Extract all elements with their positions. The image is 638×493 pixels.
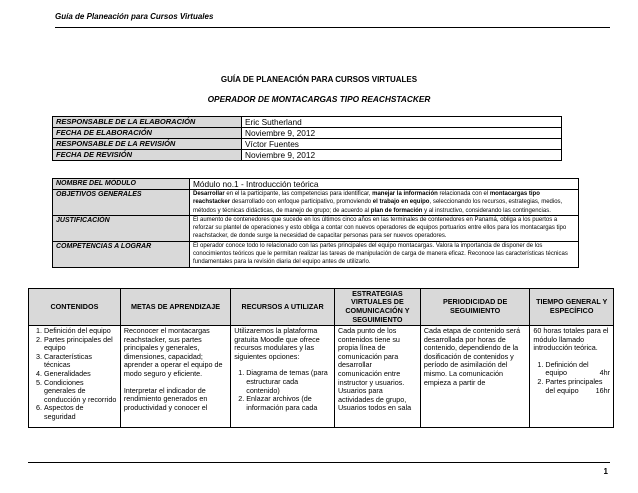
list-item: 2. Partes principales del equipo [44,336,117,353]
competencias-value: El operador conoce todo lo relacionado con las partes principales del equipo montacargas. Valora la importancia de disponer de los conocimientos teóricos que le permitan realizar las tareas de manipulación de carga de manera eficaz. Reconoce las características técnicas fundamentales para la revisión diaria del equipo antes de utilizarlo. [190,241,579,267]
responsables-table [52,116,562,161]
list-item: 1. Diagrama de temas (para estructurar cada contenido) [246,369,331,395]
objetivos-label: OBJETIVOS GENERALES [53,190,190,216]
tiempo-cell [530,326,614,428]
header-estrategias: ESTRATEGIAS VIRTUALES DE COMUNICACIÓN Y SEGUIMIENTO [334,289,420,326]
table-row [53,128,562,139]
list-item: 2. Enlazar archivos (de información para cada [246,395,331,412]
periodicidad-cell: Cada etapa de contenido será desarrollada por horas de contenido, dependiendo de la dosificación de contenidos y período de asimilación del mismo. La comunicación empieza a partir de [420,326,530,428]
list-item: 5. Condiciones generales de conducción y recorrido [44,379,117,405]
table-row [53,117,562,128]
row-label: FECHA DE ELABORACIÓN [53,128,242,139]
metas-cell [120,326,230,428]
nombre-modulo-value: Módulo no.1 - Introducción teórica [190,179,579,190]
main-title: GUÍA DE PLANEACIÓN PARA CURSOS VIRTUALES [220,75,418,84]
row-value: Víctor Fuentes [242,139,562,150]
footer-divider [28,462,610,463]
tiempo-intro: 60 horas totales para el módulo llamado introducción teórica. [533,326,609,353]
header-divider [55,27,610,28]
metas-paragraph: Interpretar el indicador de rendimiento generados en productividad y conocer el [123,385,208,412]
row-label: RESPONSABLE DE LA ELABORACIÓN [53,117,242,128]
table-row [29,326,614,428]
list-item: 1. Definición del equipo [44,327,117,336]
page-number: 1 [603,467,608,476]
list-item: 3. Características técnicas [44,353,117,370]
table-row [53,215,579,241]
competencias-label: COMPETENCIAS A LOGRAR [53,241,190,267]
modulo-table [52,178,579,268]
row-label: FECHA DE REVISIÓN [53,150,242,161]
sub-title: OPERADOR DE MONTACARGAS TIPO REACHSTACKER [207,94,431,104]
header-contenidos: CONTENIDOS [29,289,121,326]
nombre-modulo-label: NOMBRE DEL MÓDULO [53,179,190,190]
table-header-row [29,289,614,326]
table-row [53,150,562,161]
metas-paragraph: Reconocer el montacargas reachstacker, sus partes principales y generales, dimensiones, capacidad; aprender a operar el equipo de modo seguro y eficiente. [123,326,223,378]
recursos-cell [231,326,335,428]
estrategias-cell: Cada punto de los contenidos tiene su propia línea de comunicación para desarrollar comunicación entre instructor y usuarios. Usuarios para actividades de grupo, Usuarios todos en sala [334,326,420,428]
header-metas: METAS DE APRENDIZAJE [120,289,230,326]
row-value: Eric Sutherland [242,117,562,128]
planning-table [28,288,614,428]
table-row [53,241,579,267]
list-item: 2. Partes principales del equipo 16hr [545,378,610,395]
table-row [53,139,562,150]
list-item: 1. Definición del equipo 4hr [545,361,610,378]
justificacion-label: JUSTIFICACIÓN [53,215,190,241]
row-label: RESPONSABLE DE LA REVISIÓN [53,139,242,150]
header-recursos: RECURSOS A UTILIZAR [231,289,335,326]
contenidos-cell [29,326,121,428]
row-value: Noviembre 9, 2012 [242,128,562,139]
header-periodicidad: PERIODICIDAD DE SEGUIMIENTO [420,289,530,326]
header-tiempo: TIEMPO GENERAL Y ESPECÍFICO [530,289,614,326]
justificacion-value: El aumento de contenedores que sucede en los últimos cinco años en las terminales de contenedores en Panamá, obliga a los puertos a reforzar su plantel de operaciones y esto obliga a contar con nuevos operadores de equipos portuarios entre ellos para los montacargas tipo reachstacker, de donde surge la necesidad de capacitar personas para ser nuevos operadores. [190,215,579,241]
list-item: 4. Generalidades [44,370,117,379]
objetivos-value: Desarrollar en el la participante, las competencias para identificar, manejar la información relacionada con el montacargas tipo reachstacker desarrollado con enfoque participativo, promoviendo el trabajo en equipo, seleccionando los recursos, estrategias, medios, métodos y técnicas didácticas, de manejo de grupo; de acuerdo al plan de formación y al instructivo, considerando las contingencias. [190,190,579,216]
table-row [53,179,579,190]
recursos-intro: Utilizaremos la plataforma gratuita Moodle que ofrece recursos modulares y las siguientes opciones: [234,326,320,361]
row-value: Noviembre 9, 2012 [242,150,562,161]
page-header-title: Guía de Planeación para Cursos Virtuales [55,12,214,21]
list-item: 6. Aspectos de seguridad [44,404,117,421]
table-row [53,190,579,216]
